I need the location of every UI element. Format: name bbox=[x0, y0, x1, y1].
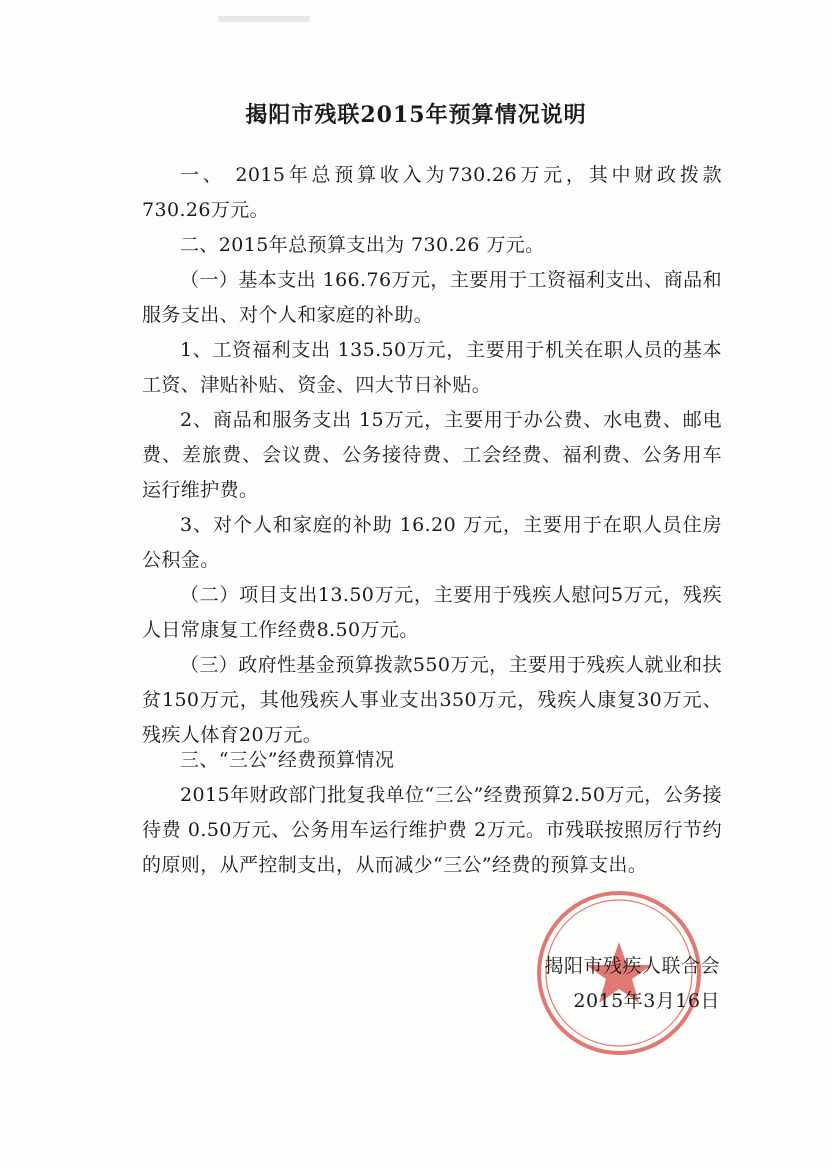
paragraph-5: 2、商品和服务支出 15万元，主要用于办公费、水电费、邮电费、差旅费、会议费、公务接待费、工会经费、福利费、公务用车运行维护费。 bbox=[142, 409, 722, 501]
paragraph-6: 3、对个人和家庭的补助 16.20 万元，主要用于在职人员住房公积金。 bbox=[142, 514, 722, 571]
paragraph-4: 1、工资福利支出 135.50万元，主要用于机关在职人员的基本工资、津贴补贴、资金、四大节日补贴。 bbox=[142, 339, 722, 396]
paragraph-7: （二）项目支出13.50万元，主要用于残疾人慰问5万元，残疾人日常康复工作经费8.50万元。 bbox=[142, 584, 722, 641]
paragraph-1: 一、 2015年总预算收入为730.26万元，其中财政拨款730.26万元。 bbox=[142, 164, 722, 221]
document-title: 揭阳市残联2015年预算情况说明 bbox=[245, 102, 587, 128]
paragraph-3: （一）基本支出 166.76万元，主要用于工资福利支出、商品和服务支出、对个人和家庭的补助。 bbox=[142, 269, 722, 326]
paragraph-10: 2015年财政部门批复我单位“三公”经费预算2.50万元，公务接待费 0.50万元、公务用车运行维护费 2万元。市残联按照厉行节约的原则，从严控制支出，从而减少“三公”经费的预算支出。 bbox=[142, 784, 722, 876]
signature-date: 2015年3月16日 bbox=[573, 990, 720, 1012]
signature-organization: 揭阳市残疾人联合会 bbox=[544, 955, 720, 977]
paragraph-2: 二、2015年总预算支出为 730.26 万元。 bbox=[180, 234, 545, 256]
section-heading-3: 三、“三公”经费预算情况 bbox=[180, 749, 395, 771]
paragraph-8: （三）政府性基金预算拨款550万元，主要用于残疾人就业和扶贫150万元，其他残疾人事业支出350万元，残疾人康复30万元、残疾人体育20万元。 bbox=[142, 654, 722, 746]
scan-artifact bbox=[218, 16, 310, 22]
